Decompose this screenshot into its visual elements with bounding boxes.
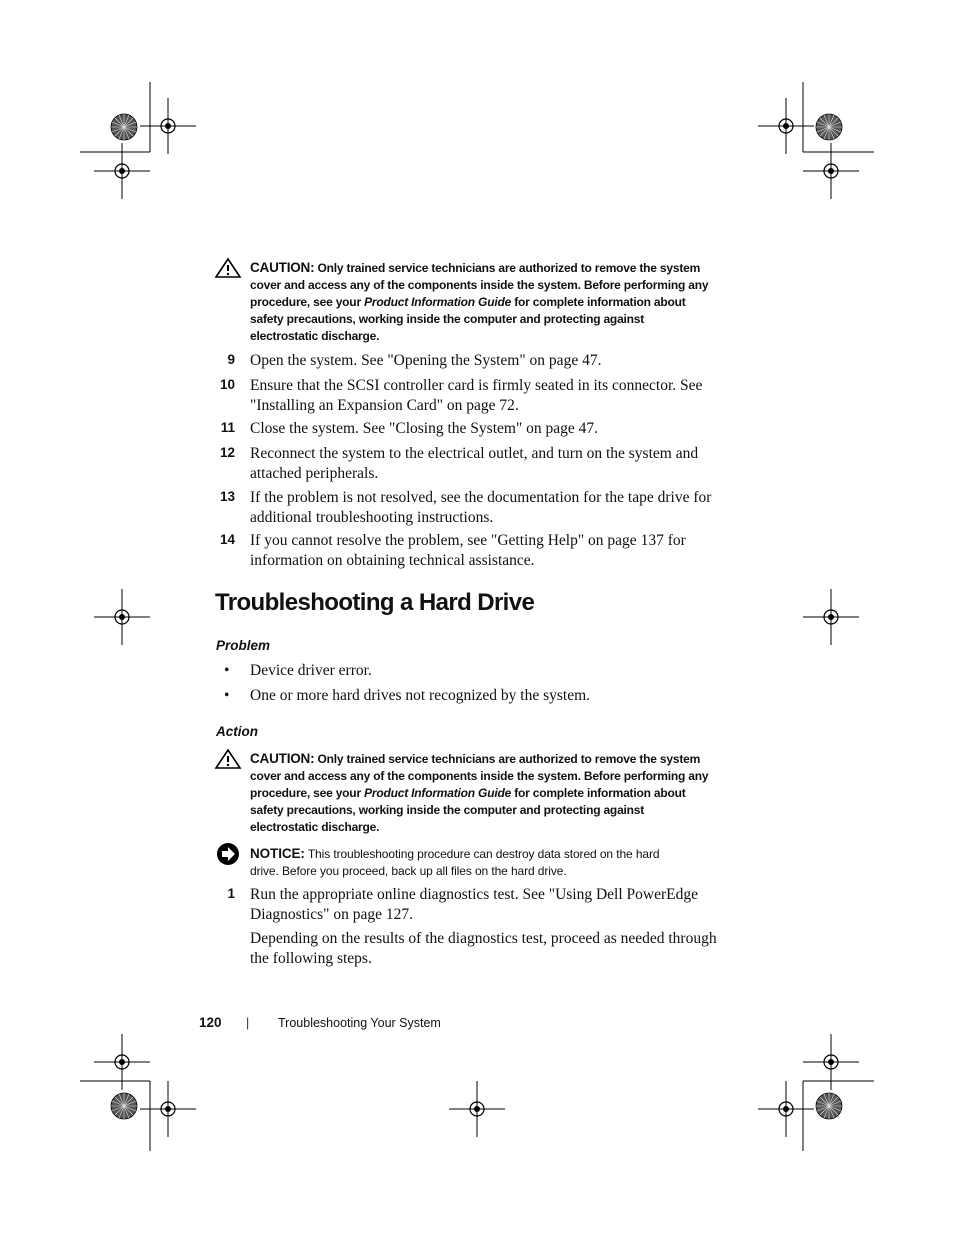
chapter-title: Troubleshooting Your System [278, 1016, 441, 1030]
bullet-icon: • [224, 687, 230, 704]
crosshair-icon [94, 1034, 150, 1090]
crosshair-icon [758, 1081, 814, 1137]
step-number: 14 [219, 532, 235, 547]
caution-notice [250, 259, 720, 345]
color-target-icon [111, 1093, 137, 1119]
caution-text: cover and access any of the components inside the system. Before performing any [250, 278, 709, 292]
step-text: Close the system. See "Closing the System" on page 47. [250, 420, 599, 437]
problem-heading: Problem [216, 638, 271, 653]
caution-label: CAUTION: [250, 751, 315, 766]
caution-text: safety precautions, working inside the computer and protecting against [250, 312, 645, 326]
crosshair-icon [94, 589, 150, 645]
step-number: 1 [227, 886, 235, 901]
caution-icon [214, 748, 242, 775]
crosshair-icon [94, 143, 150, 199]
step-number: 13 [219, 489, 235, 504]
crosshair-icon [758, 98, 814, 154]
step-number: 11 [220, 420, 235, 435]
section-title: Troubleshooting a Hard Drive [215, 589, 535, 616]
crosshair-icon [803, 143, 859, 199]
caution-text: electrostatic discharge. [250, 820, 380, 834]
action-heading: Action [216, 724, 258, 739]
guide-title: Product Information Guide [364, 786, 512, 800]
step-number: 9 [227, 352, 235, 367]
caution-text: electrostatic discharge. [250, 329, 380, 343]
caution-text: for complete information about [514, 786, 686, 800]
color-target-icon [816, 1093, 842, 1119]
page-number: 120 [199, 1015, 222, 1030]
step-text: Open the system. See "Opening the System" on page 47. [250, 352, 602, 369]
notice-icon [216, 842, 242, 871]
caution-label: CAUTION: [250, 260, 315, 275]
caution-text: cover and access any of the components inside the system. Before performing any [250, 769, 709, 783]
step-text: Run the appropriate online diagnostics test. See "Using Dell PowerEdge Diagnostics" on page 127. [250, 886, 698, 923]
crosshair-icon [803, 1034, 859, 1090]
color-target-icon [111, 114, 137, 140]
list-item: Device driver error. [250, 662, 372, 679]
color-target-icon [816, 114, 842, 140]
crosshair-icon [140, 1081, 196, 1137]
caution-text: procedure, see your [250, 786, 361, 800]
caution-text: procedure, see your [250, 295, 361, 309]
caution-text: Only trained service technicians are authorized to remove the system [317, 261, 701, 275]
step-text: Reconnect the system to the electrical outlet, and turn on the system and attached peripherals. [250, 445, 699, 482]
notice-text: This troubleshooting procedure can destroy data stored on the hard [307, 847, 660, 861]
caution-text: Only trained service technicians are authorized to remove the system [317, 752, 701, 766]
caution-text: for complete information about [514, 295, 686, 309]
bullet-icon: • [224, 662, 230, 679]
guide-title: Product Information Guide [364, 295, 512, 309]
notice-text: drive. Before you proceed, back up all files on the hard drive. [250, 864, 567, 878]
caution-icon [214, 257, 242, 284]
crosshair-icon [803, 589, 859, 645]
step-number: 10 [219, 377, 235, 392]
footer-separator: | [246, 1016, 250, 1030]
notice-text-block [250, 845, 720, 880]
step-text: If you cannot resolve the problem, see "Getting Help" on page 137 for information on obtaining technical assistance. [250, 532, 686, 569]
step-text: Ensure that the SCSI controller card is firmly seated in its connector. See "Installing an Expansion Card" on page 72. [250, 377, 703, 414]
crosshair-icon [140, 98, 196, 154]
followup-text: Depending on the results of the diagnostics test, proceed as needed through the following steps. [250, 930, 717, 967]
caution-text: safety precautions, working inside the computer and protecting against [250, 803, 645, 817]
step-number: 12 [219, 445, 235, 460]
crosshair-icon [449, 1081, 505, 1137]
step-text: If the problem is not resolved, see the documentation for the tape drive for additional troubleshooting instructions. [250, 489, 712, 526]
notice-label: NOTICE: [250, 846, 305, 861]
list-item: One or more hard drives not recognized by the system. [250, 687, 591, 704]
caution-notice [250, 750, 720, 836]
